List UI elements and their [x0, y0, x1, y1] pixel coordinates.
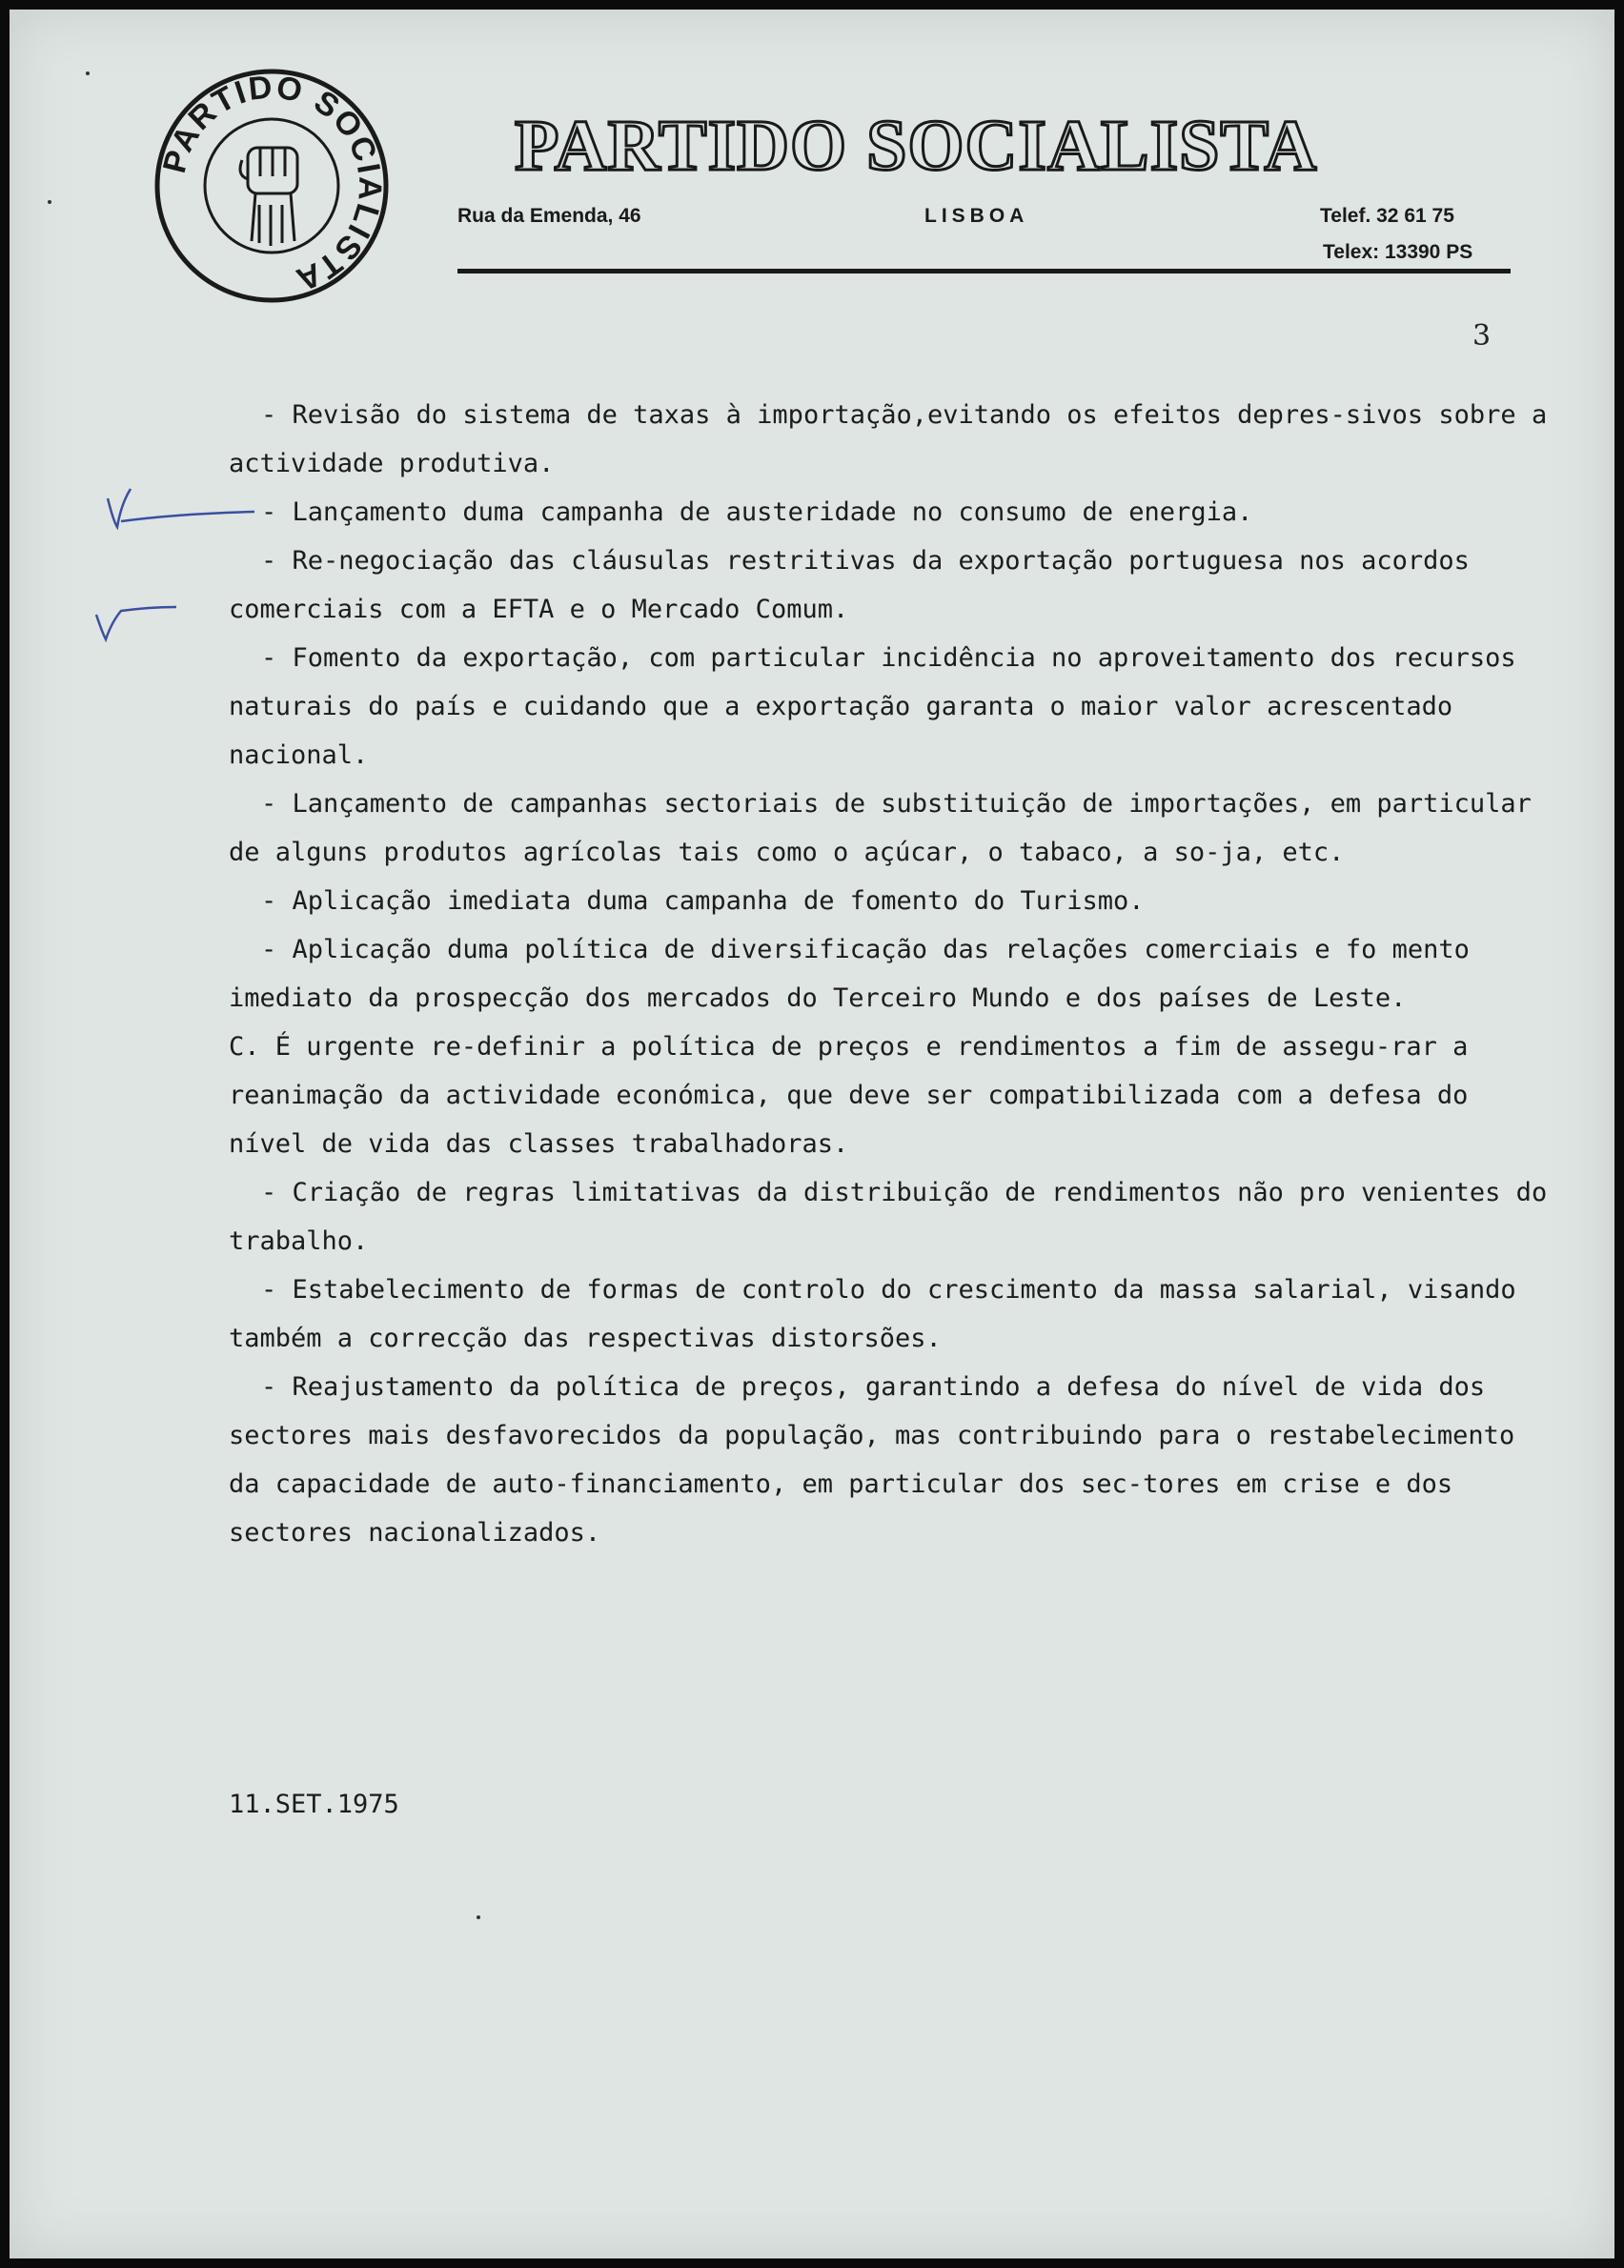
city: LISBOA: [924, 205, 1029, 227]
header-rule: [457, 269, 1511, 273]
document-date: 11.SET.1975: [229, 1790, 399, 1819]
body-text: [229, 391, 1549, 1557]
paragraph: - Lançamento duma campanha de austeridade no consumo de energia.: [261, 497, 1253, 527]
party-logo: [152, 67, 391, 305]
pen-check-mark-icon: [91, 596, 176, 643]
paragraph: - Aplicação duma política de diversificação das relações comerciais e fo mento imediato da prospecção dos mercados do Terceiro Mundo e dos países de Leste.: [229, 935, 1470, 1013]
svg-text:PARTIDO SOCIALISTA: PARTIDO SOCIALISTA: [155, 69, 389, 299]
paragraph: - Estabelecimento de formas de controlo do crescimento da massa salarial, visando também a correcção das respectivas distorsões.: [229, 1275, 1516, 1353]
paragraph: - Re-negociação das cláusulas restritivas da exportação portuguesa nos acordos comerciais com a EFTA e o Mercado Comum.: [229, 546, 1470, 624]
paragraph: - Aplicação imediata duma campanha de fomento do Turismo.: [261, 886, 1145, 916]
telex-number: Telex: 13390 PS: [1323, 241, 1473, 263]
paragraph: - Criação de regras limitativas da distribuição de rendimentos não pro venientes do trabalho.: [229, 1178, 1548, 1256]
organization-name: PARTIDO SOCIALISTA: [515, 106, 1318, 186]
section-paragraph: C. É urgente re-definir a política de preços e rendimentos a fim de assegu-rar a reanimação da actividade económica, que deve ser compatibilizada com a defesa do nível de vida das classes trabalhadoras.: [229, 1032, 1469, 1159]
paragraph: - Reajustamento da política de preços, garantindo a defesa do nível de vida dos sectores mais desfavorecidos da população, mas contribuindo para o restabelecimento da capacidade de auto-financiamento, em particular dos sec-tores em crise e dos sectores nacionalizados.: [229, 1372, 1515, 1548]
ink-speck: [477, 1915, 480, 1919]
ink-speck: [48, 200, 51, 204]
paragraph: - Revisão do sistema de taxas à importação,evitando os efeitos depres-sivos sobre a actividade produtiva.: [229, 400, 1548, 478]
paragraph: - Lançamento de campanhas sectoriais de substituição de importações, em particular de alguns produtos agrícolas tais como o açúcar, o tabaco, a so-ja, etc.: [229, 789, 1532, 867]
ink-speck: [86, 71, 90, 75]
address: Rua da Emenda, 46: [457, 205, 641, 227]
page-number: 3: [1472, 319, 1492, 353]
fist-seal-icon: [152, 67, 391, 305]
paragraph: - Fomento da exportação, com particular incidência no aproveitamento dos recursos naturais do país e cuidando que a exportação garanta o maior valor acrescentado nacional.: [229, 643, 1516, 770]
phone-number: Telef. 32 61 75: [1320, 205, 1454, 227]
document-page: [10, 10, 1614, 2258]
